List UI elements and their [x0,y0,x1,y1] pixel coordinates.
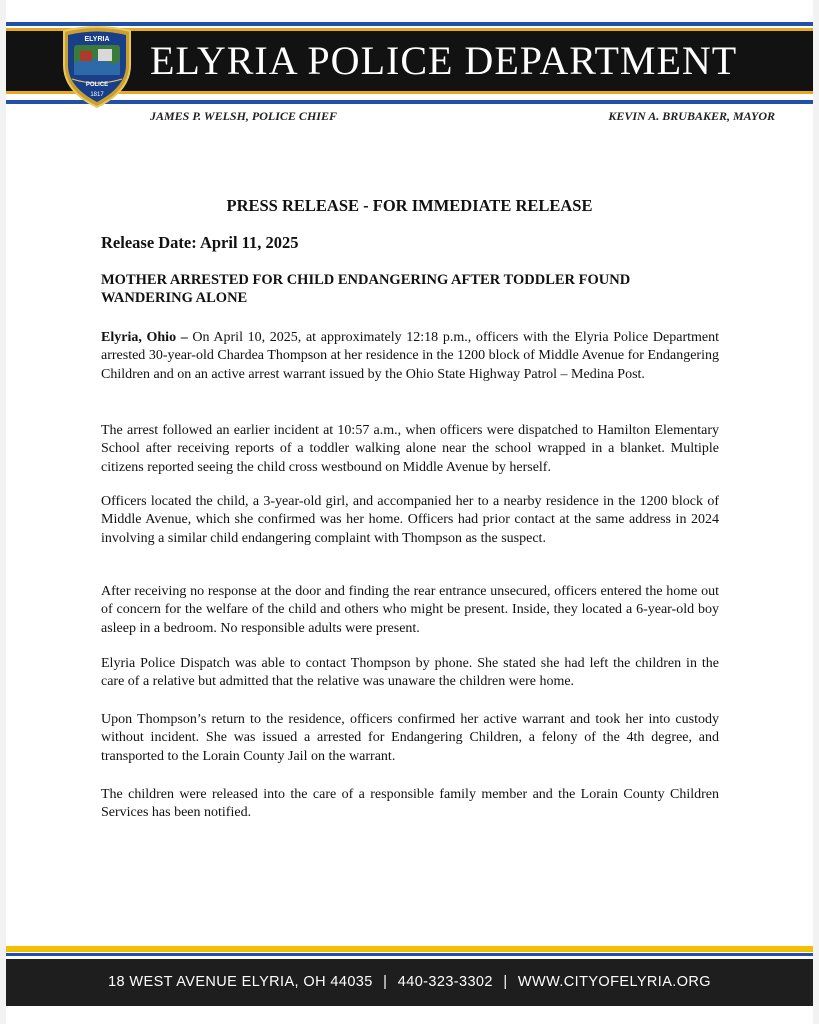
paragraph-1-text: On April 10, 2025, at approximately 12:18 p.m., officers with the Elyria Police Department arrested 30-year-old Chardea Thompson at her residence in the 1200 block of Middle Avenue for Endangering Children and on an active arrest warrant issued by the Ohio State Highway Patrol – Medina Post. [101,330,719,382]
press-release-heading: PRESS RELEASE - FOR IMMEDIATE RELEASE [226,196,593,215]
mayor-name: KEVIN A. BRUBAKER, MAYOR [608,109,775,123]
footer-separator: | [503,974,508,990]
police-chief-name: JAMES P. WELSH, POLICE CHIEF [150,109,337,123]
police-badge-icon [58,25,136,109]
paragraph-2: The arrest followed an earlier incident at 10:57 a.m., when officers were dispatched to Hamilton Elementary School after receiving reports of a toddler walking alone near the school wrapped in a blanket. Multiple citizens reported seeing the child cross westbound on Middle Avenue by herself. [101,423,719,475]
paragraph-1 [101,329,719,384]
footer-blue-stripe [6,953,813,956]
badge-top-text: ELYRIA [84,36,110,43]
paragraph-4: After receiving no response at the door and finding the rear entrance unsecured, officers entered the home out of concern for the welfare of the child and others who might be present. Inside, they located a 6-year-old boy asleep in a bedroom. No responsible adults were present. [101,584,719,636]
paragraph-3: Officers located the child, a 3-year-old girl, and accompanied her to a nearby residence in the 1200 block of Middle Avenue, which she confirmed was her home. Officers had prior contact at the same address in 2024 involving a similar child endangering complaint with Thompson as the suspect. [101,494,719,546]
paragraph-5: Elyria Police Dispatch was able to contact Thompson by phone. She stated she had left the children in the care of a relative but admitted that the relative was unaware the children were home. [101,656,719,690]
footer-phone: 440-323-3302 [397,974,493,990]
badge-mid-text: POLICE [85,82,109,88]
footer-address: 18 WEST AVENUE ELYRIA, OH 44035 [108,974,373,990]
paragraph-6: Upon Thompson’s return to the residence, officers confirmed her active warrant and took her into custody without incident. She was issued a arrested for Endangering Children, a felony of the 4th degree, and transported to the Lorain County Jail on the warrant. [101,712,719,764]
badge-year-text: 1817 [90,92,104,98]
footer-contact [6,974,813,990]
footer-yellow-stripe [6,946,813,952]
footer-separator: | [383,974,388,990]
dateline: Elyria, Ohio – [101,330,188,345]
release-date: Release Date: April 11, 2025 [101,233,299,252]
paragraph-7: The children were released into the care of a responsible family member and the Lorain County Children Services has been notified. [101,787,719,821]
department-title: ELYRIA POLICE DEPARTMENT [150,38,738,83]
footer-website[interactable]: WWW.CITYOFELYRIA.ORG [517,974,711,990]
headline: MOTHER ARRESTED FOR CHILD ENDANGERING AFTER TODDLER FOUND WANDERING ALONE [101,272,631,306]
